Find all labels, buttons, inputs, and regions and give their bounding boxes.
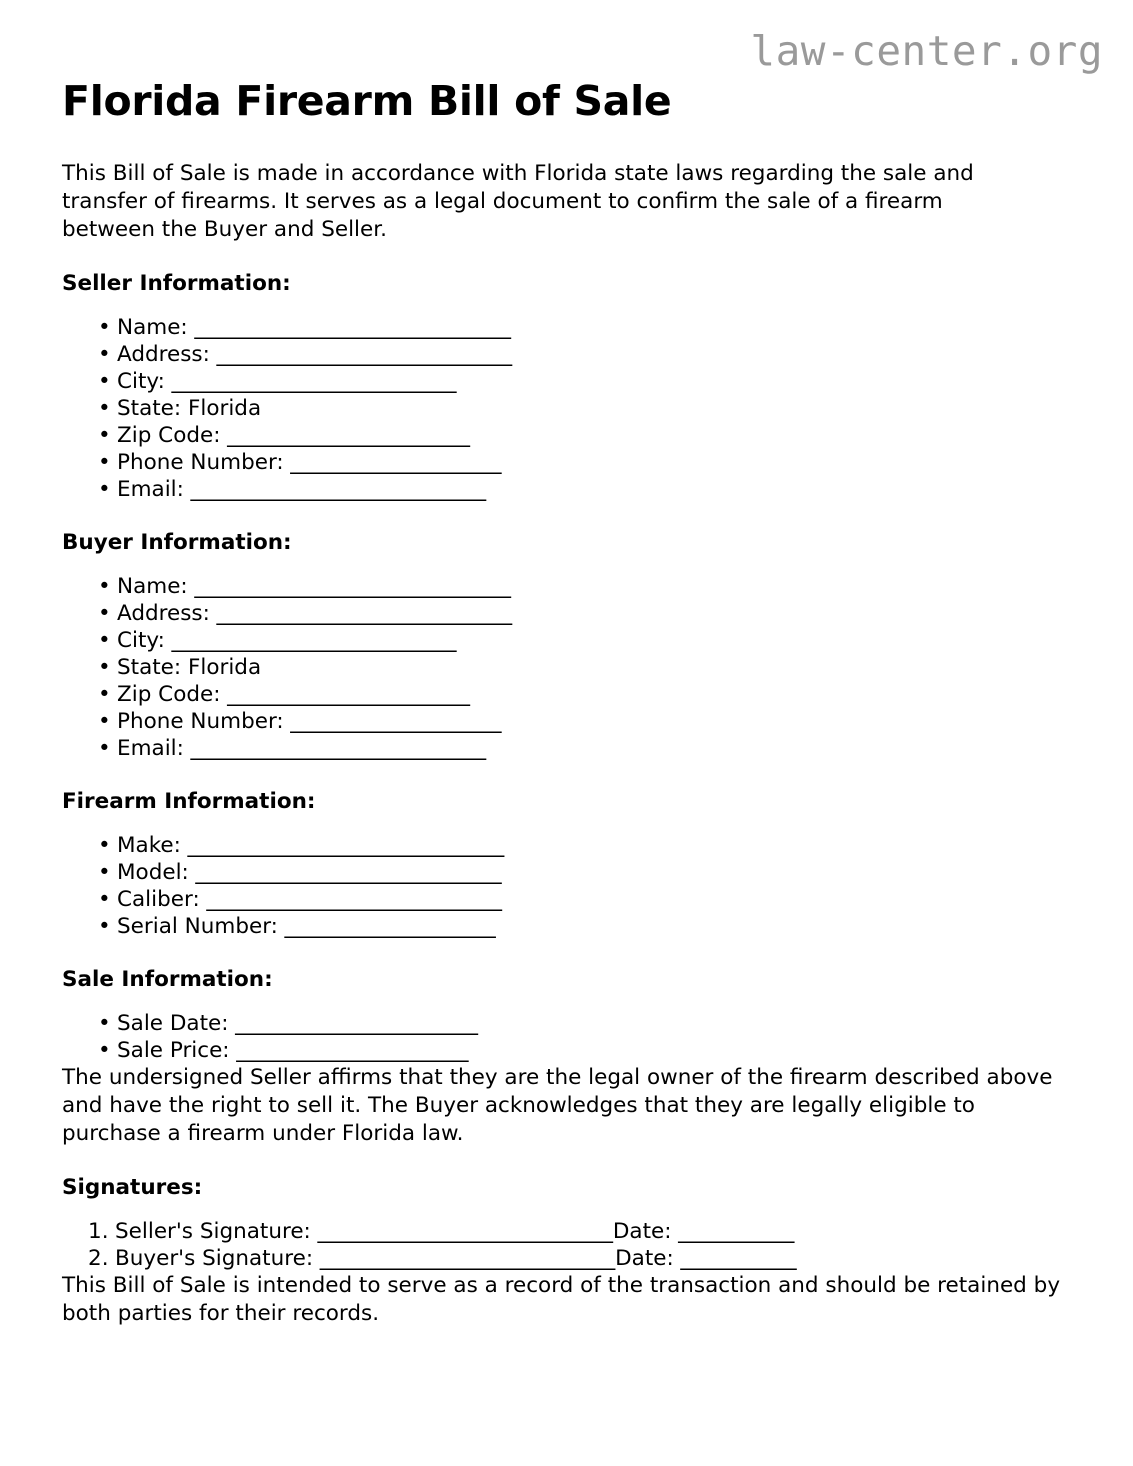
list-item xyxy=(62,627,1071,654)
field-label: State: xyxy=(117,655,182,680)
signature-blank[interactable]: ____________________________ xyxy=(310,1219,613,1244)
list-item xyxy=(62,859,1071,886)
page-title: Florida Firearm Bill of Sale xyxy=(62,77,672,125)
field-blank[interactable]: ______________________________ xyxy=(187,574,511,599)
field-blank[interactable]: ____________________________ xyxy=(209,601,512,626)
field-blank[interactable]: _______________________ xyxy=(228,1011,478,1036)
field-label: Sale Date: xyxy=(117,1011,229,1036)
signature-blank[interactable]: ____________________________ xyxy=(313,1246,616,1271)
field-label: Phone Number: xyxy=(117,709,284,734)
field-label: Make: xyxy=(117,833,181,858)
field-label: Phone Number: xyxy=(117,450,284,475)
list-item xyxy=(62,654,1071,681)
signatures-heading: Signatures: xyxy=(62,1175,203,1200)
field-label: Email: xyxy=(117,736,184,761)
date-label: Date: xyxy=(612,1219,672,1244)
field-blank[interactable]: ______________________________ xyxy=(187,315,511,340)
list-item xyxy=(62,708,1071,735)
field-label: Name: xyxy=(117,315,188,340)
affirmation-paragraph: The undersigned Seller affirms that they are the legal owner of the firearm described above and have the right to sell it. The Buyer acknowledges that they are legally eligible to purchase a firearm under Florida law. xyxy=(62,1065,1053,1146)
list-item xyxy=(62,913,1071,940)
field-label: Caliber: xyxy=(117,887,200,912)
field-blank[interactable]: ______________________ xyxy=(229,1038,469,1063)
field-label: Sale Price: xyxy=(117,1038,230,1063)
sale-fields-list xyxy=(62,1010,1071,1064)
list-item xyxy=(62,832,1071,859)
field-blank[interactable]: ___________________________ xyxy=(164,369,457,394)
field-blank[interactable]: _____________________________ xyxy=(188,860,502,885)
list-item xyxy=(62,1218,1071,1245)
field-blank[interactable]: ____________________________ xyxy=(183,736,486,761)
signature-label: Seller's Signature: xyxy=(115,1219,311,1244)
date-label: Date: xyxy=(615,1246,674,1271)
list-item xyxy=(62,395,1071,422)
date-blank[interactable]: ___________ xyxy=(673,1246,797,1271)
list-item xyxy=(62,449,1071,476)
intro-paragraph: This Bill of Sale is made in accordance with Florida state laws regarding the sale and transfer of firearms. It serves as a legal document to confirm the sale of a firearm between the Buyer and Seller. xyxy=(62,161,974,242)
buyer-fields-list xyxy=(62,573,1071,762)
list-item xyxy=(62,735,1071,762)
field-label: Address: xyxy=(117,342,210,367)
field-label: Model: xyxy=(117,860,189,885)
field-label: Name: xyxy=(117,574,188,599)
list-item xyxy=(62,886,1071,913)
firearm-fields-list xyxy=(62,832,1071,940)
field-value: Florida xyxy=(181,396,262,421)
field-blank[interactable]: ____________________ xyxy=(283,709,502,734)
field-label: Serial Number: xyxy=(117,914,278,939)
list-item xyxy=(62,1037,1071,1064)
list-item xyxy=(62,368,1071,395)
field-blank[interactable]: ____________________________ xyxy=(183,477,486,502)
field-label: City: xyxy=(117,369,165,394)
list-item xyxy=(62,600,1071,627)
list-item xyxy=(62,1010,1071,1037)
seller-fields-list xyxy=(62,314,1071,503)
list-item xyxy=(62,314,1071,341)
signatures-list xyxy=(62,1218,1071,1272)
field-label: Zip Code: xyxy=(117,423,221,448)
field-blank[interactable]: ____________________ xyxy=(283,450,502,475)
list-item xyxy=(62,341,1071,368)
seller-information-heading: Seller Information: xyxy=(62,271,291,296)
field-blank[interactable]: ____________________________ xyxy=(199,887,502,912)
field-label: Zip Code: xyxy=(117,682,221,707)
sale-information-heading: Sale Information: xyxy=(62,967,273,992)
field-blank[interactable]: ___________________________ xyxy=(164,628,457,653)
field-blank[interactable]: ____________________________ xyxy=(209,342,512,367)
field-blank[interactable]: ______________________________ xyxy=(180,833,505,858)
list-item xyxy=(62,422,1071,449)
field-blank[interactable]: ____________________ xyxy=(277,914,496,939)
list-item xyxy=(62,1245,1071,1272)
buyer-information-heading: Buyer Information: xyxy=(62,530,292,555)
signature-label: Buyer's Signature: xyxy=(115,1246,314,1271)
firearm-information-heading: Firearm Information: xyxy=(62,789,316,814)
field-label: Email: xyxy=(117,477,184,502)
closing-paragraph: This Bill of Sale is intended to serve as a record of the transaction and should be retained by both parties for their records. xyxy=(62,1273,1061,1326)
field-blank[interactable]: _______________________ xyxy=(220,423,470,448)
date-blank[interactable]: ___________ xyxy=(671,1219,795,1244)
field-label: State: xyxy=(117,396,182,421)
field-label: Address: xyxy=(117,601,210,626)
site-watermark: law-center.org xyxy=(750,27,1103,75)
document-body xyxy=(62,160,1071,1328)
field-blank[interactable]: _______________________ xyxy=(220,682,470,707)
list-item xyxy=(62,476,1071,503)
list-item xyxy=(62,681,1071,708)
field-value: Florida xyxy=(181,655,262,680)
field-label: City: xyxy=(117,628,165,653)
list-item xyxy=(62,573,1071,600)
